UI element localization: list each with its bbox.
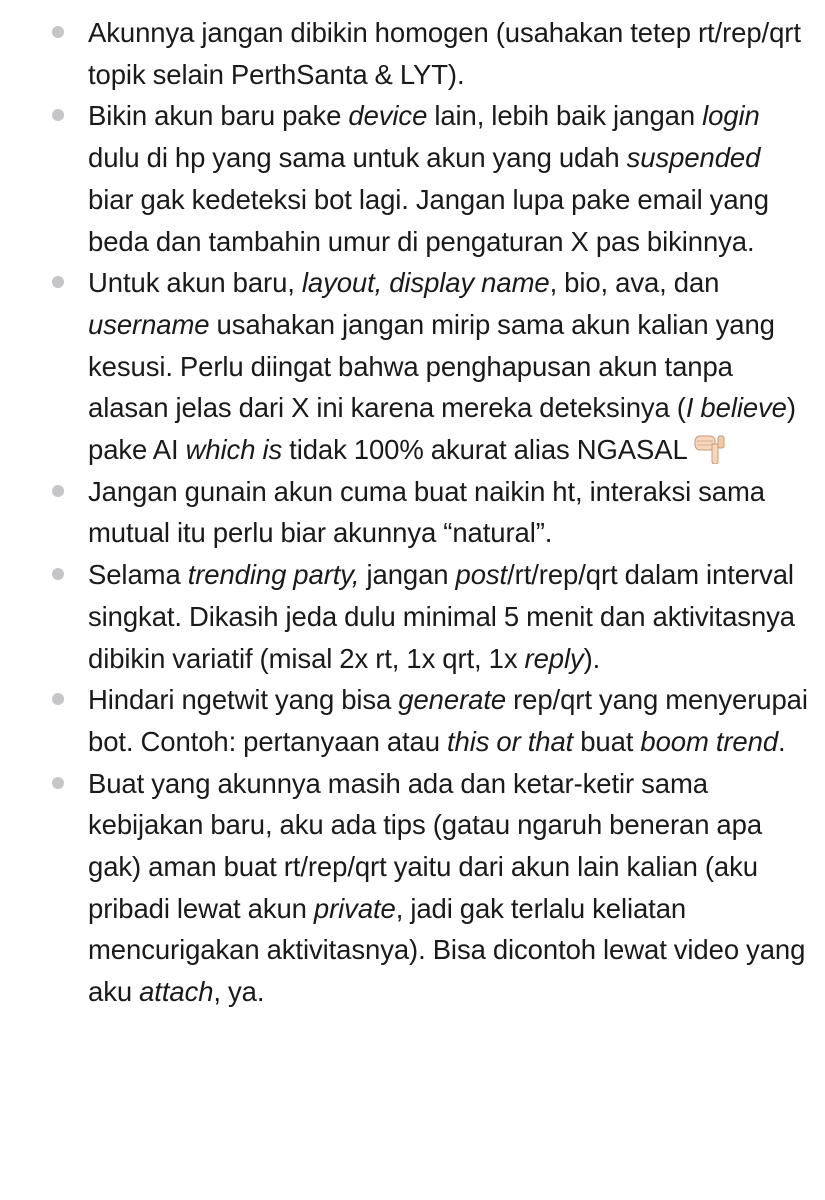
list-item-text (88, 559, 795, 673)
text-segment: rep/qrt yang menyerupai bot. Contoh: pertanyaan atau (88, 684, 808, 757)
italic-text: attach (139, 976, 214, 1008)
bullet-dot-icon (52, 777, 64, 789)
list-item-text (88, 17, 801, 90)
text-segment: . (778, 725, 786, 757)
text-segment: ). (583, 642, 601, 674)
text-segment: /rt/rep/qrt dalam interval singkat. Dikasih jeda dulu minimal 5 menit dan aktivitasnya dibikin variatif (misal 2x rt, 1x qrt, 1x (88, 559, 795, 674)
list-item (52, 262, 811, 471)
bullet-list (52, 12, 811, 1013)
text-segment: tidak 100% akurat alias NGASAL (282, 434, 688, 466)
text-segment: buat (573, 725, 641, 757)
bullet-dot-icon (52, 109, 64, 121)
italic-text: I believe (685, 392, 787, 424)
text-segment: usahakan jangan mirip sama akun kalian yang kesusi. Perlu diingat bahwa penghapusan akun tanpa alasan jelas dari X ini karena mereka deteksinya ( (88, 308, 775, 424)
italic-text: suspended (626, 142, 761, 174)
text-segment: Untuk akun baru, (88, 267, 302, 299)
italic-text: which is (185, 434, 283, 466)
text-segment: , jadi gak terlalu keliatan mencurigakan aktivitasnya). Bisa dicontoh lewat video yang aku (88, 892, 806, 1008)
list-item (52, 95, 811, 262)
text-segment: ) pake AI (88, 392, 796, 466)
italic-text: generate (398, 684, 507, 716)
bullet-dot-icon (52, 693, 64, 705)
text-segment: , ya. (213, 976, 265, 1008)
text-segment: Buat yang akunnya masih ada dan ketar-ketir sama kebijakan baru, aku ada tips (gatau ngaruh beneran apa gak) aman buat rt/rep/qrt yaitu dari akun lain kalian (aku pribadi lewat akun (88, 767, 763, 924)
text-segment: Jangan gunain akun cuma buat naikin ht, interaksi sama mutual itu perlu biar akunnya “natural”. (88, 475, 765, 549)
text-segment: lain, lebih baik jangan (427, 100, 703, 132)
italic-text: post (455, 559, 508, 591)
list-item-text (88, 267, 796, 465)
bullet-dot-icon (52, 485, 64, 497)
text-segment: Akunnya jangan dibikin homogen (usahakan tetep rt/rep/qrt topik selain PerthSanta & LYT). (88, 17, 801, 90)
italic-text: private (313, 892, 396, 924)
list-item (52, 679, 811, 762)
italic-text: this or that (446, 725, 574, 757)
text-segment: Bikin akun baru pake (88, 100, 349, 132)
text-segment: jangan (359, 559, 456, 591)
list-item-text (88, 768, 805, 1008)
list-item (52, 554, 811, 679)
list-item-text (88, 476, 765, 549)
list-item (52, 12, 811, 95)
text-segment: Selama (88, 559, 188, 591)
list-item (52, 763, 811, 1013)
text-segment: dulu di hp yang sama untuk akun yang udah (88, 142, 627, 174)
italic-text: boom trend (640, 725, 779, 757)
italic-text: trending party, (187, 559, 360, 591)
italic-text: login (702, 100, 760, 132)
text-segment: biar gak kedeteksi bot lagi. Jangan lupa pake email yang beda dan tambahin umur di pengaturan X pas bikinnya. (88, 183, 769, 257)
thumbs-down-icon (692, 434, 726, 464)
italic-text: username (88, 308, 210, 340)
bullet-dot-icon (52, 26, 64, 38)
italic-text: layout, display name (301, 267, 550, 299)
italic-text: reply (524, 642, 584, 674)
text-segment: Hindari ngetwit yang bisa (88, 684, 399, 716)
list-item-text (88, 100, 769, 256)
list-item (52, 471, 811, 554)
list-item-text (88, 684, 808, 757)
bullet-dot-icon (52, 276, 64, 288)
bullet-dot-icon (52, 568, 64, 580)
text-segment: , bio, ava, dan (549, 267, 720, 299)
italic-text: device (348, 100, 428, 132)
